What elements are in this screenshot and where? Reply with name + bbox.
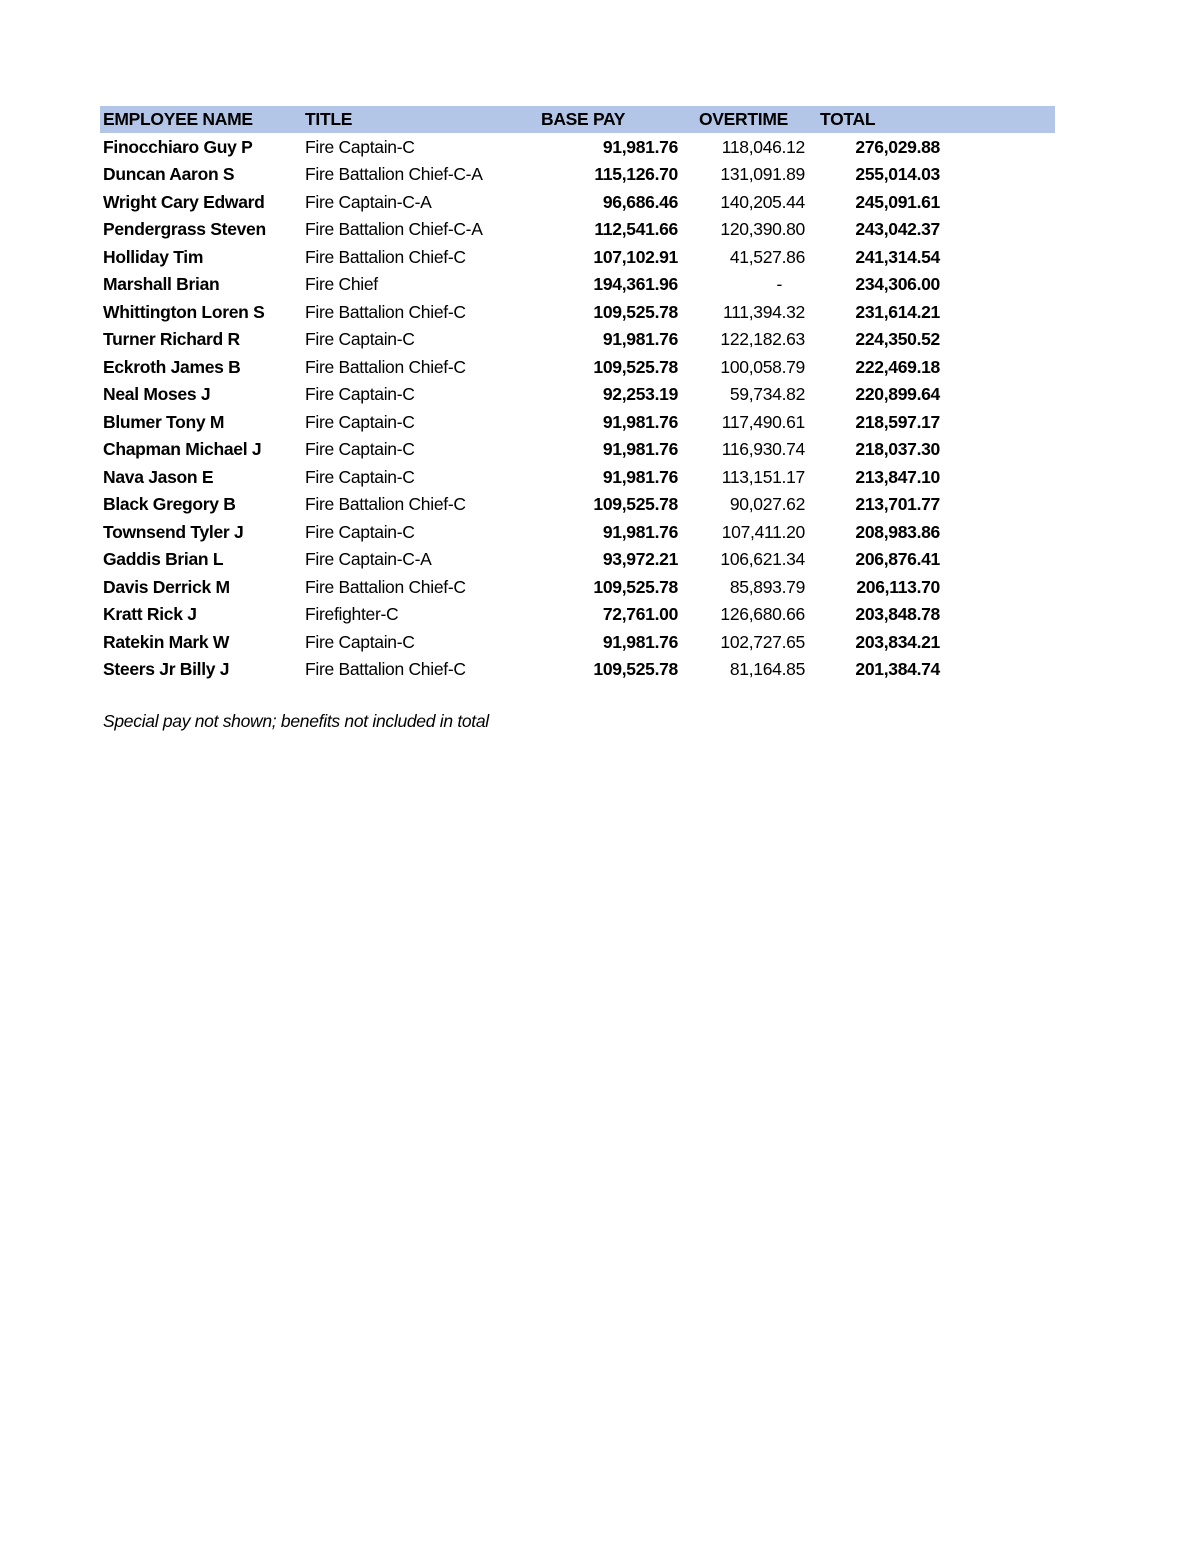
employee-name-cell: Neal Moses J [103, 384, 211, 404]
employee-name-cell: Black Gregory B [103, 494, 236, 514]
employee-name-cell: Pendergrass Steven [103, 219, 266, 239]
title-cell: Fire Battalion Chief-C [305, 494, 466, 514]
title-cell: Fire Captain-C-A [305, 549, 432, 569]
overtime-cell: 106,621.34 [720, 549, 805, 569]
overtime-cell: 41,527.86 [729, 246, 805, 267]
total-cell: 208,983.86 [855, 521, 940, 542]
title-cell: Fire Captain-C [305, 521, 415, 542]
employee-name-cell: Eckroth James B [103, 356, 241, 377]
total-cell: 206,876.41 [855, 549, 940, 569]
title-cell: Fire Captain-C-A [305, 191, 432, 212]
table-row [0, 629, 1200, 657]
total-cell: 201,384.74 [855, 659, 940, 679]
overtime-cell: 100,058.79 [720, 356, 805, 377]
header-employee-name: EMPLOYEE NAME [103, 109, 253, 129]
table-row [0, 326, 1200, 354]
title-cell: Fire Battalion Chief-C [305, 659, 466, 679]
base-pay-cell: 91,981.76 [602, 136, 678, 157]
title-cell: Fire Captain-C [305, 136, 415, 157]
base-pay-cell: 91,981.76 [602, 411, 678, 432]
overtime-cell: 102,727.65 [720, 631, 805, 652]
total-cell: 234,306.00 [855, 274, 940, 294]
employee-name-cell: Finocchiaro Guy P [103, 136, 253, 157]
table-row [0, 189, 1200, 217]
overtime-cell: 140,205.44 [720, 191, 805, 212]
title-cell: Fire Battalion Chief-C [305, 246, 466, 267]
table-row [0, 354, 1200, 382]
overtime-cell: 117,490.61 [721, 411, 805, 432]
employee-name-cell: Chapman Michael J [103, 439, 262, 459]
header-total: TOTAL [820, 109, 876, 129]
base-pay-cell: 91,981.76 [602, 329, 678, 349]
employee-name-cell: Nava Jason E [103, 466, 214, 487]
base-pay-cell: 91,981.76 [602, 466, 678, 487]
base-pay-cell: 93,972.21 [602, 549, 678, 569]
title-cell: Fire Captain-C [305, 631, 415, 652]
title-cell: Fire Chief [305, 274, 378, 294]
table-row [0, 409, 1200, 437]
table-row [0, 519, 1200, 547]
overtime-cell: - [776, 274, 782, 294]
total-cell: 218,597.17 [855, 411, 940, 432]
employee-name-cell: Duncan Aaron S [103, 164, 235, 184]
total-cell: 255,014.03 [855, 164, 940, 184]
total-cell: 220,899.64 [855, 384, 940, 404]
title-cell: Fire Battalion Chief-C [305, 301, 466, 322]
total-cell: 241,314.54 [855, 246, 940, 267]
base-pay-cell: 112,541.66 [594, 219, 678, 239]
title-cell: Fire Captain-C [305, 384, 415, 404]
title-cell: Fire Battalion Chief-C [305, 356, 466, 377]
base-pay-cell: 109,525.78 [593, 301, 678, 322]
header-base-pay: BASE PAY [541, 109, 626, 129]
total-cell: 206,113.70 [856, 576, 940, 597]
base-pay-cell: 109,525.78 [593, 576, 678, 597]
overtime-cell: 90,027.62 [729, 494, 805, 514]
table-row [0, 574, 1200, 602]
table-header [100, 106, 1055, 133]
employee-name-cell: Ratekin Mark W [103, 631, 230, 652]
header-overtime: OVERTIME [699, 109, 788, 129]
total-cell: 213,847.10 [855, 466, 940, 487]
overtime-cell: 118,046.12 [721, 136, 805, 157]
table-row [0, 134, 1200, 162]
table-row [0, 381, 1200, 409]
total-cell: 222,469.18 [855, 356, 940, 377]
employee-name-cell: Turner Richard R [103, 329, 240, 349]
table-row [0, 161, 1200, 189]
table-row [0, 216, 1200, 244]
table-row [0, 244, 1200, 272]
title-cell: Fire Captain-C [305, 329, 415, 349]
employee-name-cell: Whittington Loren S [103, 301, 265, 322]
total-cell: 276,029.88 [855, 136, 940, 157]
total-cell: 203,834.21 [855, 631, 940, 652]
table-row [0, 601, 1200, 629]
overtime-cell: 59,734.82 [729, 384, 805, 404]
overtime-cell: 107,411.20 [721, 521, 805, 542]
overtime-cell: 126,680.66 [720, 604, 805, 624]
title-cell: Firefighter-C [305, 604, 399, 624]
table-row [0, 271, 1200, 299]
title-cell: Fire Captain-C [305, 439, 415, 459]
overtime-cell: 120,390.80 [720, 219, 805, 239]
title-cell: Fire Battalion Chief-C-A [305, 164, 483, 184]
title-cell: Fire Captain-C [305, 411, 415, 432]
employee-name-cell: Marshall Brian [103, 274, 220, 294]
total-cell: 203,848.78 [855, 604, 940, 624]
base-pay-cell: 91,981.76 [602, 439, 678, 459]
title-cell: Fire Captain-C [305, 466, 415, 487]
overtime-cell: 122,182.63 [720, 329, 805, 349]
total-cell: 224,350.52 [855, 329, 940, 349]
base-pay-cell: 96,686.46 [602, 191, 678, 212]
table-row [0, 491, 1200, 519]
employee-name-cell: Steers Jr Billy J [103, 659, 230, 679]
overtime-cell: 85,893.79 [729, 576, 805, 597]
base-pay-cell: 72,761.00 [602, 604, 678, 624]
base-pay-cell: 109,525.78 [593, 659, 678, 679]
total-cell: 213,701.77 [855, 494, 940, 514]
total-cell: 245,091.61 [855, 191, 940, 212]
employee-name-cell: Holliday Tim [103, 246, 204, 267]
total-cell: 231,614.21 [855, 301, 940, 322]
title-cell: Fire Battalion Chief-C-A [305, 219, 483, 239]
employee-name-cell: Davis Derrick M [103, 576, 230, 597]
table-row [0, 656, 1200, 684]
employee-name-cell: Blumer Tony M [103, 411, 225, 432]
base-pay-cell: 92,253.19 [602, 384, 678, 404]
table-row [0, 546, 1200, 574]
total-cell: 243,042.37 [855, 219, 940, 239]
overtime-cell: 111,394.32 [723, 301, 805, 322]
overtime-cell: 131,091.89 [720, 164, 805, 184]
table-row [0, 436, 1200, 464]
base-pay-cell: 91,981.76 [602, 631, 678, 652]
total-cell: 218,037.30 [855, 439, 940, 459]
title-cell: Fire Battalion Chief-C [305, 576, 466, 597]
header-title: TITLE [305, 109, 353, 129]
base-pay-cell: 107,102.91 [593, 246, 678, 267]
overtime-cell: 116,930.74 [721, 439, 805, 459]
overtime-cell: 81,164.85 [729, 659, 805, 679]
base-pay-cell: 115,126.70 [594, 164, 678, 184]
employee-name-cell: Gaddis Brian L [103, 549, 224, 569]
table-row [0, 464, 1200, 492]
base-pay-cell: 91,981.76 [602, 521, 678, 542]
base-pay-cell: 109,525.78 [593, 494, 678, 514]
base-pay-cell: 109,525.78 [593, 356, 678, 377]
footnote: Special pay not shown; benefits not included in total [103, 711, 489, 731]
employee-name-cell: Wright Cary Edward [103, 191, 265, 212]
employee-name-cell: Townsend Tyler J [103, 521, 244, 542]
table-row [0, 299, 1200, 327]
overtime-cell: 113,151.17 [721, 466, 805, 487]
employee-name-cell: Kratt Rick J [103, 604, 197, 624]
base-pay-cell: 194,361.96 [593, 274, 678, 294]
